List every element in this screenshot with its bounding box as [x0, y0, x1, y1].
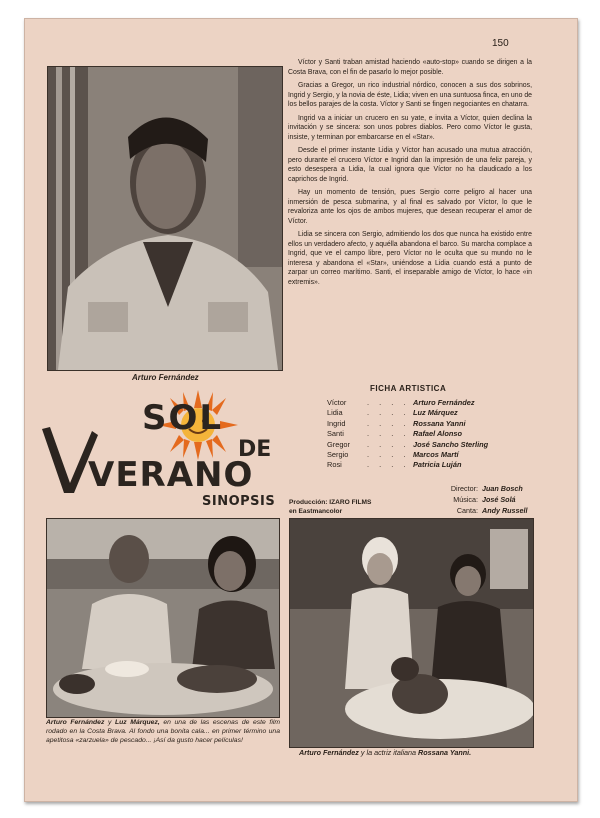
- cast-row: [327, 398, 537, 408]
- cast-row: [327, 460, 537, 470]
- couple-caption: [299, 748, 471, 757]
- cast-actor: Marcos Martí: [413, 449, 459, 459]
- credit-name: José Solá: [482, 495, 516, 504]
- cast-role: Lidia: [327, 408, 343, 418]
- cast-role: Gregor: [327, 439, 351, 449]
- cast-dots: . . . .: [367, 439, 410, 449]
- credits-list: [420, 484, 540, 517]
- cast-dots: . . . .: [367, 449, 410, 459]
- page-number: 150: [492, 38, 509, 49]
- credit-label: Director:: [450, 484, 478, 493]
- cast-role: Sergio: [327, 449, 349, 459]
- cast-actor: Arturo Fernández: [413, 398, 475, 407]
- cast-actor: Rafael Alonso: [413, 429, 463, 439]
- caption-actor: Arturo Fernández: [46, 719, 105, 726]
- dinner-scene-photo: [46, 518, 280, 718]
- credit-name: Andy Russell: [482, 506, 528, 515]
- credit-row: [420, 506, 540, 517]
- cast-actor: Patricia Luján: [413, 460, 462, 470]
- cast-row: [327, 440, 537, 450]
- caption-text: y la actriz italiana: [360, 748, 417, 757]
- cast-actor: Rossana Yanni: [413, 418, 466, 428]
- synopsis-paragraph: Hay un momento de tensión, pues Sergio corre peligro al hacer una inmersión de pesca submarina, y al final es salvado por Víctor, lo que le revaloriza ante los ojos de ambos mujeres, que desean recuperar el amor de Víctor.: [288, 189, 532, 225]
- dinner-scene-caption: [46, 718, 280, 746]
- synopsis-paragraph: Víctor y Santi traban amistad haciendo «auto-stop» cuando se dirigen a la Costa Brava, con el fin de pasarlo lo mejor posible.: [288, 59, 532, 76]
- cast-role: Ingrid: [327, 418, 346, 428]
- film-title: [40, 390, 280, 515]
- cast-dots: . . . .: [367, 418, 410, 428]
- cast-dots: . . . .: [367, 408, 410, 418]
- cast-dots: . . . .: [367, 429, 410, 439]
- synopsis-paragraph: Gracias a Gregor, un rico industrial nórdico, conocen a sus dos sobrinos, Ingrid y Sergio, y la novia de éste, Lidia; viven en una suntuosa finca, en uno de los bellos parajes de la costa. Víctor y Santi se fingen negociantes en chatarra.: [288, 82, 533, 108]
- cast-list: [327, 398, 537, 471]
- title-sol: SOL: [142, 398, 224, 438]
- credit-label: Canta:: [456, 506, 478, 515]
- title-verano: VERANO: [88, 455, 254, 495]
- credit-label: Música:: [453, 495, 478, 504]
- cast-role: Santi: [327, 429, 344, 439]
- caption-text: en una de las escenas de este film rodado en la Costa Brava. Al fondo una bonita cala... en primer término una apetitosa «zarzuela» de pescado... ¡Así da gusto hacer películas!: [46, 719, 280, 745]
- caption-join: y: [107, 719, 112, 726]
- cast-row: [327, 419, 537, 429]
- caption-actor: Rossana Yanni.: [418, 748, 472, 757]
- credit-row: [420, 484, 540, 495]
- synopsis-paragraph: Ingrid va a iniciar un crucero en su yate, e invita a Víctor, quien declina la invitación y se sincera: son unos pobres diablos. Pero como Víctor le gusta, insiste, y terminan por embarcarse en el «Star».: [288, 114, 532, 141]
- synopsis-paragraph: Lidia se sincera con Sergio, admitiendo los dos que nunca ha existido entre ellos un verdadero afecto, y aquélla abandona el barco. Su marcha complace a Ingrid, que ve el campo libre, pero Víctor no le oculta que su mundo no le interesa y abandona el «Star», uniéndose a Lidia cuando está a punto de zarpar un correo marítimo. Santi, el inseparable amigo de Víctor, lo hace «in extremis».: [288, 231, 532, 286]
- production-info: [289, 498, 371, 516]
- cast-actor: Luz Márquez: [413, 408, 458, 418]
- caption-actor: Luz Márquez,: [114, 719, 160, 726]
- production-line: Producción: IZARO FILMS: [289, 499, 372, 506]
- cast-role: Rosi: [327, 460, 342, 470]
- caption-actor: Arturo Fernández: [299, 748, 359, 757]
- title-sinopsis: SINOPSIS: [202, 494, 276, 509]
- cast-row: [327, 408, 537, 418]
- portrait-photo: [47, 66, 283, 371]
- cast-actor: José Sancho Sterling: [413, 439, 489, 449]
- cast-row: [327, 429, 537, 439]
- portrait-caption: Arturo Fernández: [132, 373, 199, 382]
- credit-row: [420, 495, 540, 506]
- cast-dots: . . . .: [367, 398, 410, 407]
- credit-name: Juan Bosch: [482, 484, 523, 493]
- couple-with-dog-photo: [289, 518, 534, 748]
- ficha-heading: FICHA ARTISTICA: [370, 384, 447, 393]
- cast-dots: . . . .: [367, 460, 410, 470]
- synopsis-paragraph: Desde el primer instante Lidia y Víctor han acusado una mutua atracción, pero durante el crucero Víctor e Ingrid dan la impresión de una feliz pareja, y esto desespera a Lidia, la cual ignora que Víctor no ha claudicado a los caprichos de Ingrid.: [288, 147, 532, 183]
- production-line: en Eastmancolor: [289, 508, 343, 515]
- synopsis-text: [288, 58, 532, 291]
- title-de: DE: [238, 437, 272, 462]
- cast-role: Víctor: [327, 398, 347, 407]
- cast-row: [327, 450, 537, 460]
